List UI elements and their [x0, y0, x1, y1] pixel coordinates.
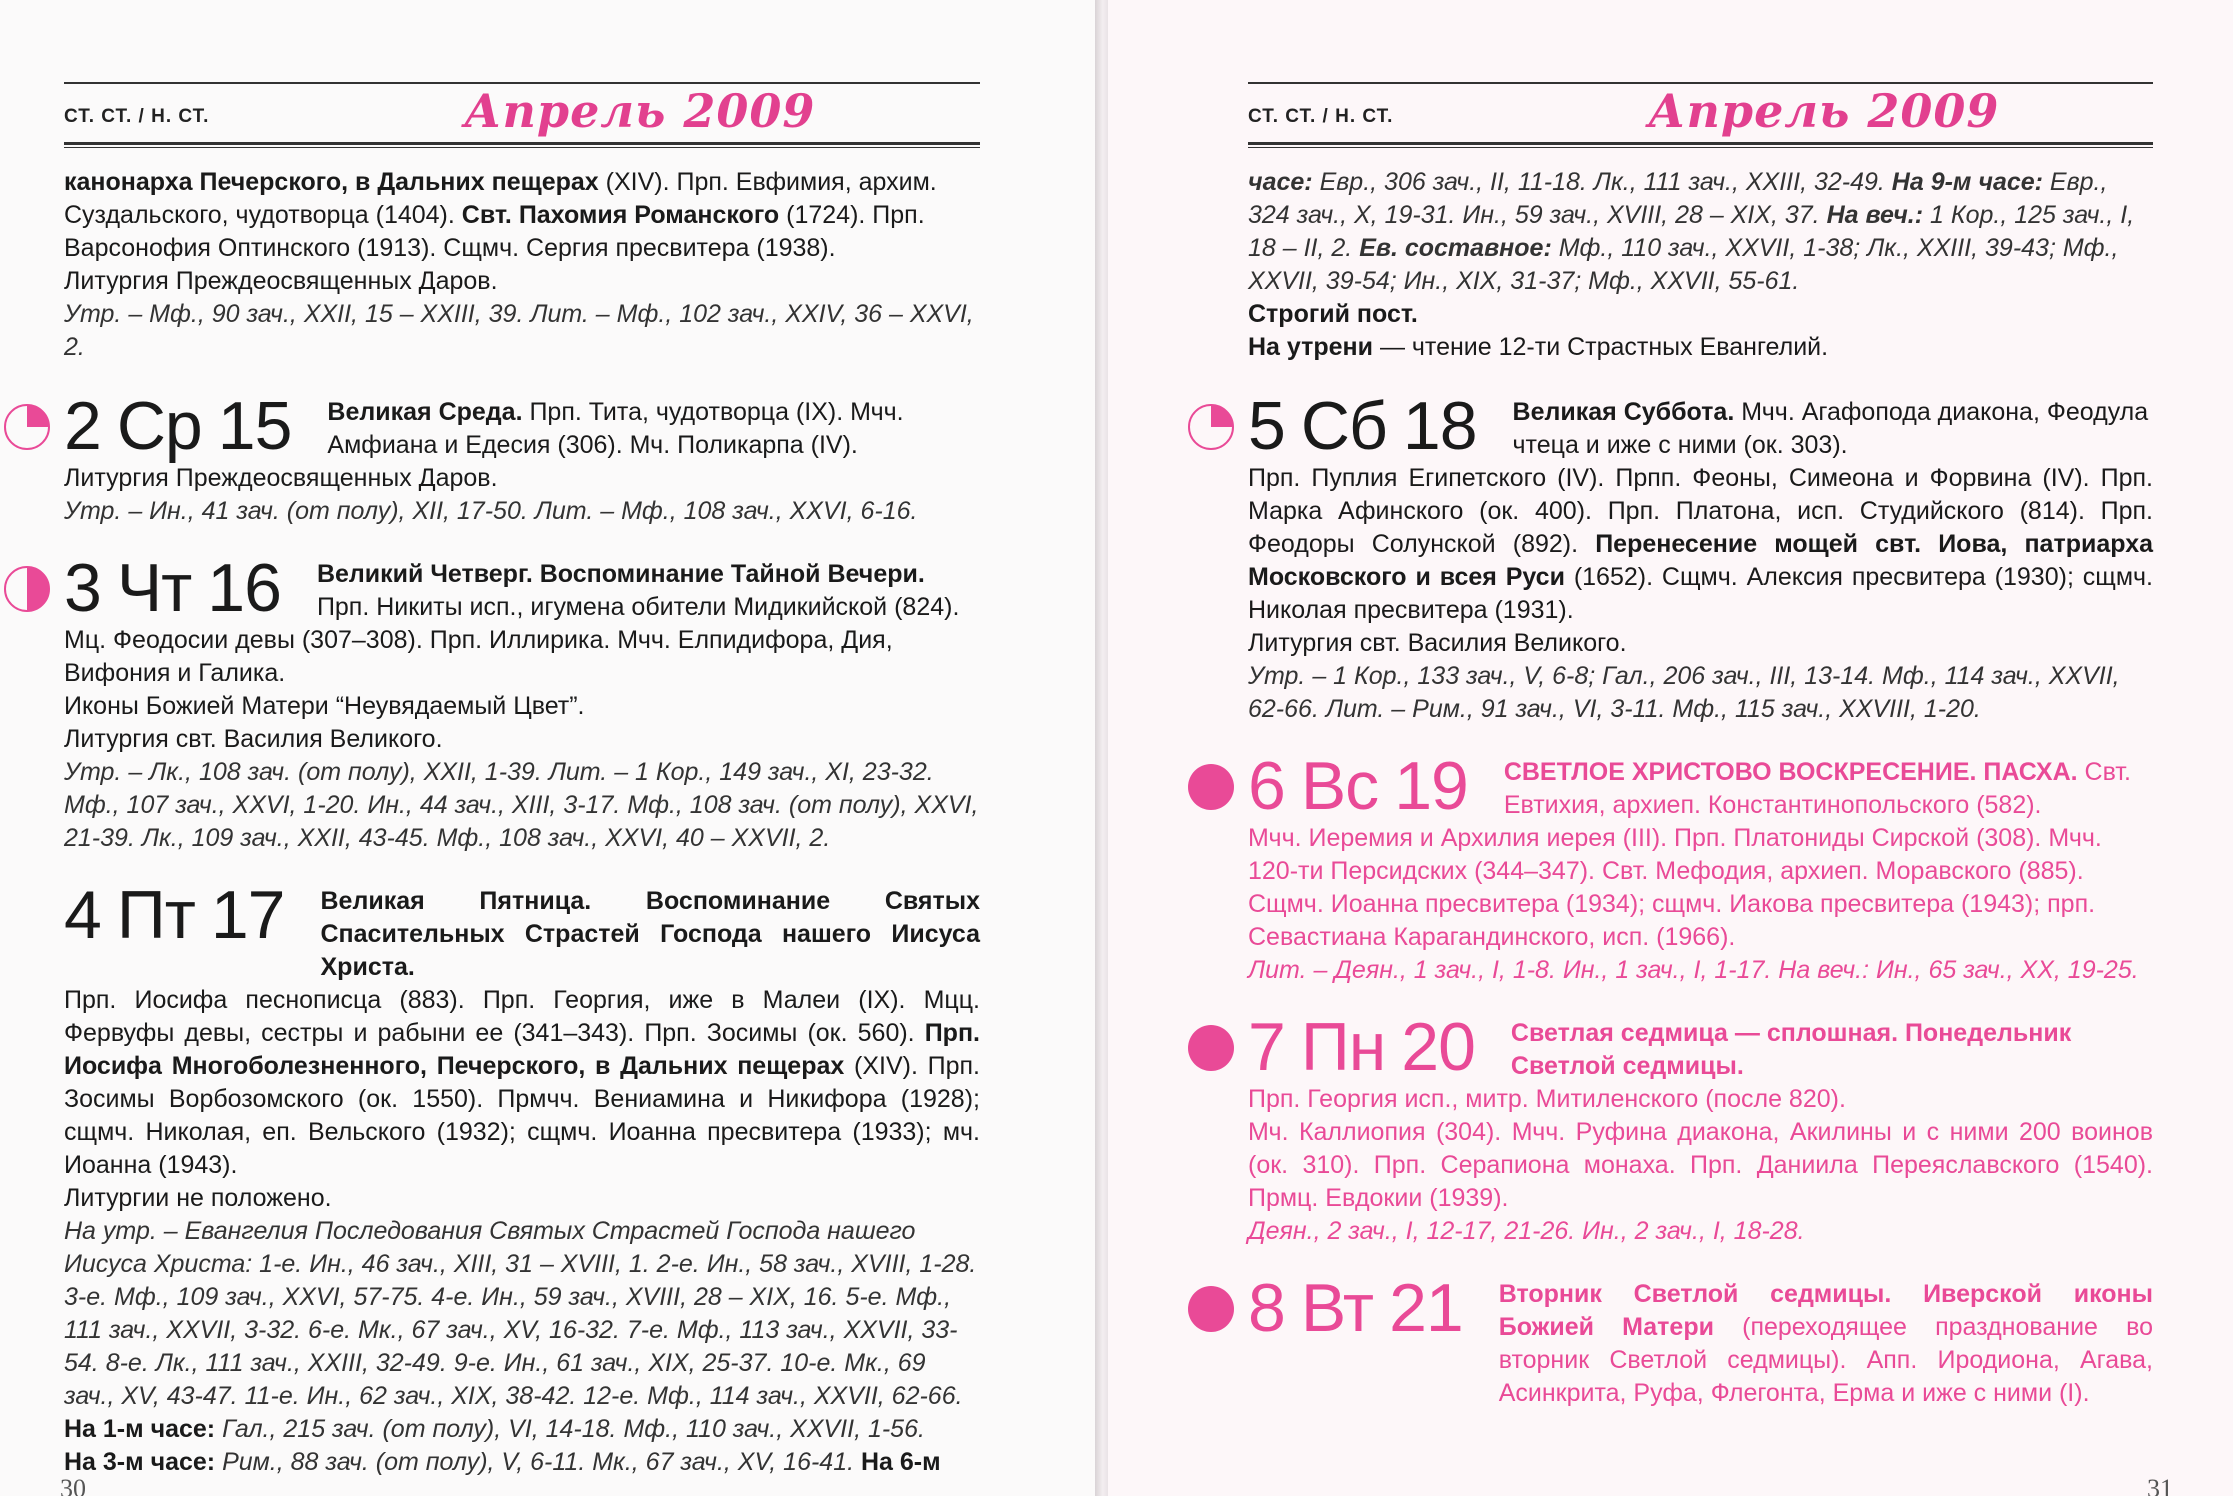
header-rule-bottom-thin [1248, 147, 2153, 148]
feast-title: СВЕТЛОЕ ХРИСТОВО ВОСКРЕСЕНИЕ. ПАСХА. [1503, 758, 2078, 786]
saint-text: (1724). Прп. Варсонофия Оптинского (1913). Сщмч. Сергия пресвитера (1938). [64, 201, 925, 262]
fast-label: Строгий пост. [1248, 300, 1418, 328]
saint-text: Прп. Никиты исп., игумена обители Мидикийской (824). [316, 593, 960, 621]
month-title: Апрель 2009 [464, 84, 816, 138]
saint-text: (XIV). Прп. Евфимия, архим. Суздальского, чудотворца (1404). [64, 168, 937, 229]
weekday: Пт [116, 877, 195, 953]
day-number [64, 388, 307, 464]
reading-line: На утр. – Евангелия Последования Святых Страстей Господа нашего Иисуса Христа: 1-е. Ин., 46 зач., XIII, 31 – XVIII, 1. 2-е. Ин., 58 зач., XVIII, 1-28. 3-е. Мф., 109 зач., XXVI, 57-75. 4-е. Ин., 59 зач., XVIII, 28 – XIX, 16. 5-е. Мф., 111 зач., XXVII, 3-32. 6-е. Мк., 67 зач., XV, 16-32. 7-е. Мф., 113 зач., XXVII, 33-54. 8-е. Лк., 111 зач., XXIII, 32-49. 9-е. Ин., 61 зач., XIX, 25-37. 10-е. Мк., 69 зач., XV, 43-47. 11-е. Ин., 62 зач., XIX, 38-42. 12-е. Мф., 114 зач., XXVII, 62-66. [64, 1217, 977, 1410]
weekday: Чт [116, 550, 192, 626]
day-lead [1499, 1276, 2153, 1410]
page-header [64, 76, 980, 154]
hour-label: На 9-м часе: [1891, 168, 2043, 196]
day-entry-8 [1248, 1270, 2153, 1410]
old-style-date: 8 [1248, 1270, 1285, 1346]
moon-phase-icon [4, 404, 50, 450]
new-style-date: 21 [1389, 1270, 1463, 1346]
left-page [0, 0, 1095, 1496]
hour-label: На 6-м [861, 1448, 941, 1476]
day-number [1248, 1270, 1479, 1346]
page-body [1248, 166, 2153, 1410]
day-entry-2 [64, 388, 980, 528]
day-lead [317, 556, 980, 624]
old-style-date: 2 [64, 388, 101, 464]
feast-title: Великая Среда. [327, 398, 523, 426]
style-abbreviation: СТ. СТ. / Н. СТ. [64, 106, 210, 127]
liturgy-line: Литургия свт. Василия Великого. [1248, 629, 1627, 657]
feast-title: Великий Четверг. Воспоминание Тайной Вечери. [316, 560, 925, 588]
fast-line [1248, 298, 2153, 331]
header-rule-bottom-thin [64, 147, 980, 148]
day-entry-6 [1248, 748, 2153, 987]
feast-title: Светлая седмица — сплошная. Понедельник Светлой седмицы. [1510, 1019, 2072, 1080]
hour-label: часе: [1248, 168, 1313, 196]
page-number: 31 [2147, 1474, 2173, 1496]
hour-text: Евр., 324 зач., X, 19-31. Ин., 59 зач., XVIII, 28 – XIX, 37. [1248, 168, 2108, 229]
saints-line: Мц. Феодосии девы (307–308). Прп. Иллирика. Мчч. Елпидифора, Дия, Вифония и Галика. [64, 626, 893, 687]
day-entry-4 [64, 877, 981, 1479]
old-style-date: 7 [1248, 1009, 1285, 1085]
day-lead [1511, 1015, 2153, 1083]
feast-title: Великая Суббота. [1512, 398, 1735, 426]
day-number [64, 550, 297, 626]
saint-text: Прп. Тита, чудотворца (IX). Мчч. Амфиана и Едесия (306). Мч. Поликарпа (IV). [327, 398, 904, 459]
saints-line: Мч. Каллиопия (304). Мчч. Руфина диакона, Акилины и с ними 200 воинов (ок. 310). Прп. Серапиона монаха. Прп. Даниила Переяславского (1540). Прмц. Евдокии (1939). [1248, 1118, 2153, 1212]
hour-reading [64, 1413, 980, 1446]
month-title: Апрель 2009 [1648, 84, 2000, 138]
day-number [1248, 748, 1484, 824]
saint-bold: Прп. Иосифа Многоболезненного, Печерского, в Дальних пещерах [64, 1019, 980, 1080]
feast-title: Великая Пятница. Воспоминание Святых Спасительных Страстей Господа нашего Иисуса Христа. [320, 887, 980, 981]
weekday: Вс [1300, 748, 1379, 824]
day-lead [321, 883, 981, 984]
new-style-date: 18 [1402, 388, 1477, 464]
new-style-date: 19 [1394, 748, 1468, 824]
style-abbreviation: СТ. СТ. / Н. СТ. [1248, 106, 1394, 127]
day-entry-5 [1248, 388, 2153, 726]
page-body [64, 166, 980, 1479]
header-rule-bottom [1248, 142, 2153, 145]
full-moon-icon [1188, 1286, 1234, 1332]
moon-phase-icon [1188, 404, 1234, 450]
day-number [1248, 1009, 1491, 1085]
page-number: 30 [60, 1474, 86, 1496]
weekday: Вт [1300, 1270, 1374, 1346]
saint-text: (переходящее празднование во вторник Светлой седмицы). Апп. Иродиона, Агава, Асинкрита, Руфа, Флегонта, Ерма и иже с ними (I). [1498, 1313, 2153, 1407]
saint-text: (1652). Сщмч. Алексия пресвитера (1930); сщмч. Николая пресвитера (1931). [1248, 563, 2153, 624]
liturgy-line: Литургии не положено. [64, 1184, 332, 1212]
day-number [1248, 388, 1493, 464]
new-style-date: 20 [1401, 1009, 1475, 1085]
full-moon-icon [1188, 764, 1234, 810]
reading-line: Лит. – Деян., 1 зач., I, 1-8. Ин., 1 зач., I, 1-17. На веч.: Ин., 65 зач., XX, 19-25. [1248, 956, 2139, 984]
liturgy-line: Литургия Преждеосвященных Даров. [64, 267, 498, 295]
old-style-date: 3 [64, 550, 101, 626]
hour-text: 1 Кор., 125 зач., I, 18 – II, 2. [1248, 201, 2135, 262]
old-style-date: 6 [1248, 748, 1285, 824]
header-rule-bottom [64, 142, 980, 145]
liturgy-line: Литургия свт. Василия Великого. [64, 725, 443, 753]
old-style-date: 4 [64, 877, 101, 953]
day-entry-7 [1248, 1009, 2153, 1248]
page-header [1248, 76, 2153, 154]
weekday: Ср [116, 388, 202, 464]
matins-label: На утрени [1248, 333, 1373, 361]
new-style-date: 17 [210, 877, 285, 953]
saints-line [1248, 462, 2153, 627]
day-lead [327, 394, 980, 462]
hour-label: На веч.: [1826, 201, 1924, 229]
hour-label: На 1-м часе: [64, 1415, 216, 1443]
reading-line: Утр. – Лк., 108 зач. (от полу), XXII, 1-39. Лит. – 1 Кор., 149 зач., XI, 23-32. Мф., 107 зач., XXVI, 1-20. Ин., 44 зач., XIII, 3-17. Мф., 108 зач. (от полу), XXVI, 21-39. Лк., 109 зач., XXII, 43-45. Мф., 108 зач., XXVI, 40 – XXVII, 2. [64, 758, 979, 852]
day-number [64, 877, 301, 953]
hour-label: Ев. составное: [1359, 234, 1552, 262]
matins-text: — чтение 12-ти Страстных Евангелий. [1373, 333, 1829, 361]
saint-text: Мчч. Агафопода диакона, Феодула чтеца и иже с ними (ок. 303). [1512, 398, 2149, 459]
hour-text: Мф., 110 зач., XXVII, 1-38; Лк., XXIII, 39-43; Мф., XXVII, 39-54; Ин., XIX, 31-37; Мф., XXVII, 55-61. [1248, 234, 2119, 295]
saint-text: Прп. Иосифа песнописца (883). Прп. Георгия, иже в Малеи (IX). Мцц. Фервуфы девы, сестры и рабыни ее (341–343). Прп. Зосимы (ок. 560). [64, 986, 980, 1047]
saint-text: (XIV). Прп. Зосимы Ворбозомского (ок. 1550). Прмчч. Вениамина и Никифора (1928); сщмч. Николая, еп. Вельского (1932); сщмч. Иоанна пресвитера (1933); мч. Иоанна (1943). [64, 1052, 981, 1179]
book-spine [1095, 0, 1108, 1496]
continued-reading [1248, 166, 2153, 298]
reading-line: Утр. – 1 Кор., 133 зач., V, 6-8; Гал., 206 зач., III, 13-14. Мф., 114 зач., XXVII, 62-66. Лит. – Рим., 91 зач., VI, 3-11. Мф., 115 зач., XXVIII, 1-20. [1248, 662, 2120, 723]
hour-reading [64, 1446, 980, 1479]
icon-line: Иконы Божией Матери “Неувядаемый Цвет”. [64, 692, 585, 720]
saints-line: Мчч. Иеремия и Архилия иерея (III). Прп. Платониды Сирской (308). Мчч. 120-ти Персидских (344–347). Свт. Мефодия, архиеп. Моравского (885). Сщмч. Иоанна пресвитера (1934); сщмч. Иакова пресвитера (1943); прп. Севастиана Карагандинского, исп. (1966). [1248, 824, 2102, 951]
saint-bold: Перенесение мощей свт. Иова, патриарха Московского и всея Руси [1248, 530, 2153, 591]
new-style-date: 16 [207, 550, 281, 626]
saints-line: Прп. Георгия исп., митр. Митиленского (после 820). [1248, 1085, 1846, 1113]
saints-line [64, 984, 980, 1182]
liturgy-line: Литургия Преждеосвященных Даров. [64, 464, 498, 492]
saint-bold: Свт. Пахомия Романского [461, 201, 780, 229]
weekday: Пн [1300, 1009, 1386, 1085]
old-style-date: 5 [1248, 388, 1285, 464]
hour-label: На 3-м часе: [64, 1448, 216, 1476]
reading-line: Деян., 2 зач., I, 12-17, 21-26. Ин., 2 зач., I, 18-28. [1248, 1217, 1805, 1245]
hour-text: Рим., 88 зач. (от полу), V, 6-11. Мк., 67 зач., XV, 16-41. [215, 1448, 861, 1476]
saint-bold: канонарха Печерского, в Дальних пещерах [64, 168, 599, 196]
saint-text: Прп. Пуплия Египетского (IV). Прпп. Феоны, Симеона и Форвина (IV). Прп. Марка Афинского (ок. 400). Прп. Платона, исп. Студийского (814). Прп. Феодоры Солунской (892). [1248, 464, 2153, 558]
day-entry-3 [64, 550, 980, 855]
weekday: Сб [1300, 388, 1387, 464]
day-lead [1513, 394, 2153, 462]
new-style-date: 15 [217, 388, 292, 464]
reading-line: Утр. – Ин., 41 зач. (от полу), XII, 17-50. Лит. – Мф., 108 зач., XXVI, 6-16. [64, 497, 918, 525]
right-page [1108, 0, 2233, 1496]
hour-text: Евр., 306 зач., II, 11-18. Лк., 111 зач., XXIII, 32-49. [1312, 168, 1892, 196]
matins-line [1248, 331, 2153, 364]
full-moon-icon [1188, 1025, 1234, 1071]
saint-text: Свт. Евтихия, архиеп. Константинопольского (582). [1503, 758, 2131, 819]
hour-text: Гал., 215 зач. (от полу), VI, 14-18. Мф., 110 зач., XXVII, 1-56. [215, 1415, 925, 1443]
feast-title: Вторник Светлой седмицы. Иверской иконы Божией Матери [1498, 1280, 2153, 1341]
reading-line: Утр. – Мф., 90 зач., XXII, 15 – XXIII, 39. Лит. – Мф., 102 зач., XXIV, 36 – XXVI, 2. [64, 300, 974, 361]
moon-phase-icon [4, 566, 50, 612]
day-lead [1504, 754, 2153, 822]
continued-entry [64, 166, 980, 265]
